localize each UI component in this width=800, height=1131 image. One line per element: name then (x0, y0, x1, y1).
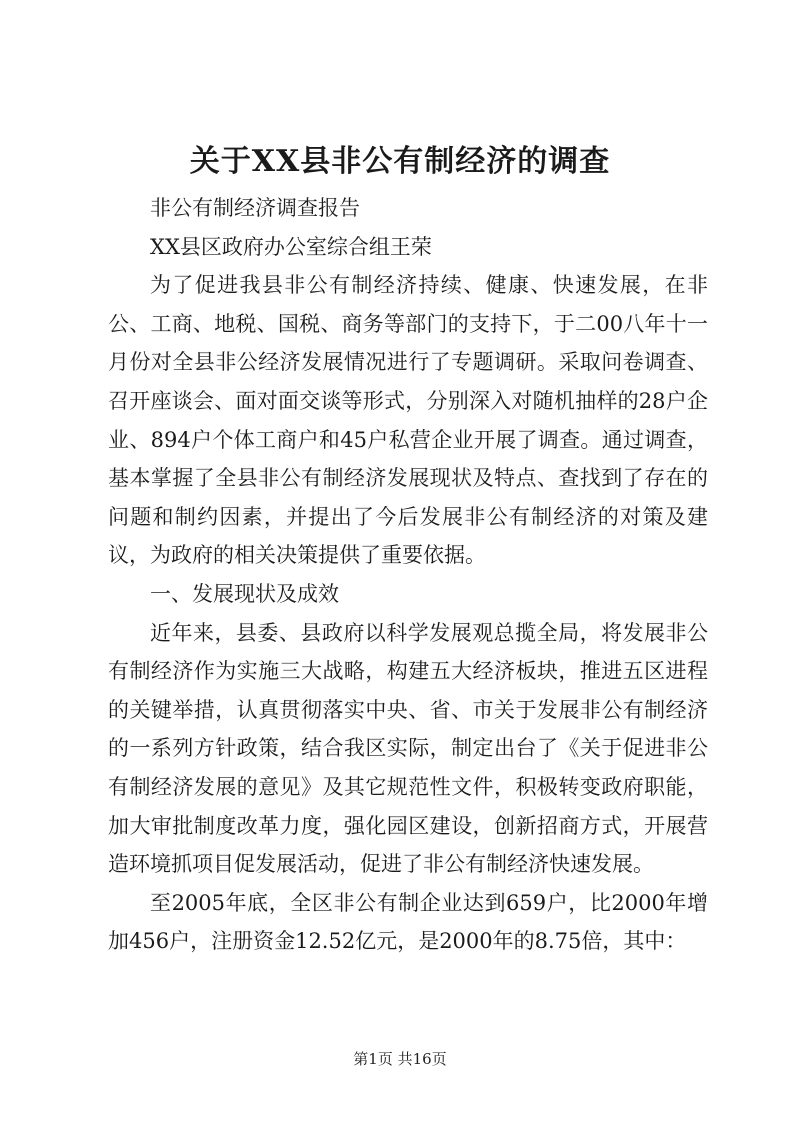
document-title: 关于XX县非公有制经济的调查 (189, 144, 611, 179)
page-number: 第1页 共16页 (353, 1050, 447, 1068)
paragraph-status: 近年来，县委、县政府以科学发展观总揽全局，将发展非公有制经济作为实施三大战略，构建五大经济板块，推进五区进程的关键举措，认真贯彻落实中央、省、市关于发展非公有制经济的一系列方针政策，结合我区实际，制定出台了《关于促进非公有制经济发展的意见》及其它规范性文件，积极转变政府职能，加大审批制度改革力度，强化园区建设，创新招商方式，开展营造环境抓项目促发展活动，促进了非公有制经济快速发展。 (108, 620, 708, 877)
document-body (108, 189, 708, 961)
subtitle: 非公有制经济调查报告 (150, 196, 360, 220)
paragraph-intro: 为了促进我县非公有制经济持续、健康、快速发展，在非公、工商、地税、国税、商务等部门的支持下，于二00八年十一月份对全县非公经济发展情况进行了专题调研。采取问卷调查、召开座谈会、面对面交谈等形式，分别深入对随机抽样的28户企业、894户个体工商户和45户私营企业开展了调查。通过调查，基本掌握了全县非公有制经济发展现状及特点、查找到了存在的问题和制约因素，并提出了今后发展非公有制经济的对策及建议，为政府的相关决策提供了重要依据。 (108, 273, 708, 568)
paragraph-statistics: 至2005年底，全区非公有制企业达到659户，比2000年增加456户，注册资金12.52亿元，是2000年的8.75倍，其中： (108, 890, 708, 954)
author-line: XX县区政府办公室综合组王荣 (150, 234, 432, 259)
section-heading: 一、发展现状及成效 (150, 581, 339, 606)
